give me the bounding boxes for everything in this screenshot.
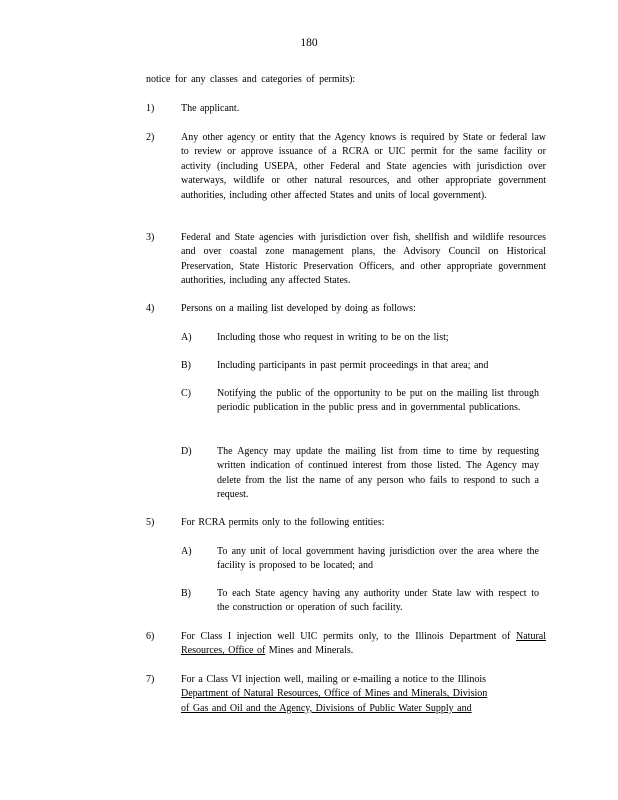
item-text: For RCRA permits only to the following entities: [181, 517, 385, 528]
sub-item-number: A) [181, 546, 192, 557]
page-number: 180 [300, 37, 318, 49]
sub-item-number: B) [181, 360, 191, 371]
inserted-text-line-1: Department of Natural Resources, Office of Mines and Minerals, Division [181, 688, 488, 700]
item-number: 3) [146, 232, 155, 243]
item-text-tail: Mines and Minerals. [268, 645, 354, 657]
sub-item-text: To each State agency having any authority under State law with respect to the construction or operation of such facility. [217, 588, 539, 614]
item-text [181, 673, 546, 716]
sub-item-number: A) [181, 332, 192, 343]
item-number: 5) [146, 517, 155, 528]
item-text [181, 630, 546, 659]
item-text: Federal and State agencies with jurisdiction over fish, shellfish and wildlife resources and over coastal zone management plans, the Advisory Council on Historical Preservation, State Historic Preservation Officers, and other appropriate government authorities, including any affected States. [181, 232, 546, 287]
item-text: Persons on a mailing list developed by doing as follows: [181, 303, 416, 314]
sub-item-text: The Agency may update the mailing list from time to time by requesting written indication of continued interest from those listed. The Agency may delete from the list the name of any person who fails to respond to such a request. [217, 446, 539, 501]
item-number: 1) [146, 103, 155, 114]
item-number: 7) [146, 674, 155, 685]
sub-item-text: To any unit of local government having jurisdiction over the area where the facility is proposed to be located; and [217, 546, 539, 572]
sub-item-number: B) [181, 588, 191, 599]
inserted-text-line-2: of Gas and Oil and the Agency, Divisions of Public Water Supply and [181, 702, 472, 714]
item-text-plain: For a Class VI injection well, mailing or e-mailing a notice to the Illinois [181, 674, 486, 685]
sub-item-number: C) [181, 388, 191, 399]
item-number: 2) [146, 132, 155, 143]
sub-item-number: D) [181, 446, 192, 457]
item-number: 6) [146, 631, 155, 642]
item-number: 4) [146, 303, 155, 314]
sub-item-text: Including participants in past permit proceedings in that area; and [217, 360, 489, 371]
item-text-plain: For Class I injection well UIC permits only, to the Illinois Department of [181, 631, 511, 642]
item-text: Any other agency or entity that the Agency knows is required by State or federal law to review or approve issuance of a RCRA or UIC permit for the same facility or activity (including USEPA, other Federal and State agencies with jurisdiction over waterways, wildlife or other natural resources, and other appropriate government authorities, including other affected States and units of local government). [181, 132, 546, 201]
sub-item-text: Including those who request in writing to be on the list; [217, 332, 449, 343]
sub-item-text: Notifying the public of the opportunity to be put on the mailing list through periodic publication in the public press and in governmental publications. [217, 388, 539, 414]
item-text: The applicant. [181, 103, 240, 114]
inserted-text: Natural Resources, Office of [181, 631, 547, 657]
intro-text: notice for any classes and categories of permits): [146, 74, 356, 85]
